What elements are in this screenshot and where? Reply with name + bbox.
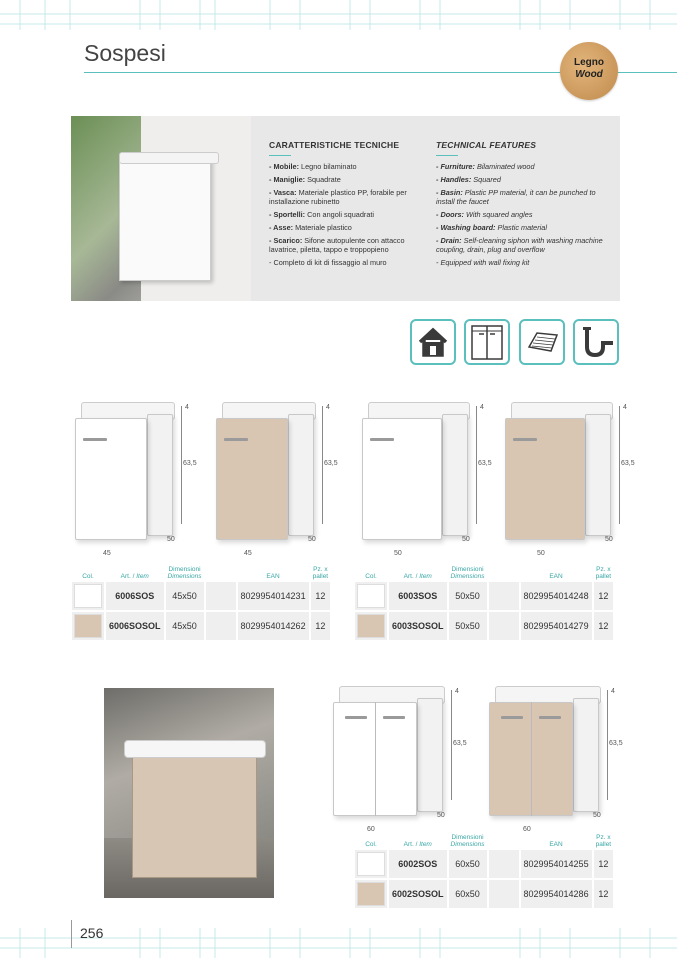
table-row <box>72 612 330 640</box>
page-number-divider <box>71 920 72 948</box>
th-art-label: Art. / <box>120 573 135 580</box>
cabinet-drawing-p1 <box>75 400 197 557</box>
cabinet-front <box>505 418 585 540</box>
th-blank <box>206 560 236 580</box>
th-art-label: Art. / <box>403 841 418 848</box>
dim-height: 63,5 <box>609 740 623 747</box>
th-item-label: Item <box>136 573 149 580</box>
blank-cell <box>489 612 519 640</box>
th-dim-en-label: Dimensions <box>450 573 485 580</box>
feature-text: Sifone autopulente con attacco lavatrice, piletta, tappo e troppopieno <box>269 235 405 255</box>
dim-width: 50 <box>394 550 402 557</box>
art-cell: 6003SOS <box>389 582 447 610</box>
heading-underline <box>436 155 458 156</box>
dim-height: 63,5 <box>453 740 467 747</box>
cabinet-drawing-p3 <box>362 400 492 557</box>
th-pallet-label: pallet <box>312 573 329 580</box>
color-cell <box>355 850 387 878</box>
photo-cabinet <box>132 750 257 878</box>
dim-cell: 60x50 <box>449 850 487 878</box>
wood-swatch <box>357 882 385 906</box>
cabinet-side <box>585 414 611 536</box>
th-pz-label: Pz. x <box>596 834 611 841</box>
double-door-icon <box>464 319 510 365</box>
feature-item <box>436 223 611 233</box>
feature-label: - Sportelli: <box>269 210 306 220</box>
white-swatch <box>357 584 385 608</box>
header-decoration <box>0 0 677 30</box>
feature-text: With squared angles <box>463 210 533 220</box>
features-panel <box>71 116 620 301</box>
blank-cell <box>489 880 519 908</box>
blank-cell <box>489 582 519 610</box>
cabinet-front <box>75 418 147 540</box>
pz-cell: 12 <box>594 850 614 878</box>
features-en <box>436 140 611 271</box>
table-row <box>355 850 613 878</box>
art-cell: 6002SOS <box>389 850 447 878</box>
feature-item <box>436 210 611 220</box>
height-dim-line <box>181 406 182 524</box>
feature-item <box>269 188 429 207</box>
dim-top: 4 <box>326 404 330 411</box>
art-cell: 6006SOSOL <box>106 612 164 640</box>
art-cell: 6003SOSOL <box>389 612 447 640</box>
th-dim-label: Dimensioni <box>451 834 484 841</box>
th-dim-label: Dimensioni <box>451 566 484 573</box>
pz-cell: 12 <box>594 880 614 908</box>
color-cell <box>355 582 387 610</box>
dim-width: 50 <box>537 550 545 557</box>
dim-top: 4 <box>455 688 459 695</box>
feature-text: - Equipped with wall fixing kit <box>436 257 530 267</box>
table-row <box>355 612 613 640</box>
dim-top: 4 <box>185 404 189 411</box>
ean-cell: 8029954014248 <box>521 582 592 610</box>
dim-width: 45 <box>244 550 252 557</box>
blank-cell <box>206 582 236 610</box>
height-dim-line <box>322 406 323 524</box>
door-handle <box>224 438 248 441</box>
badge-line1: Legno <box>574 57 604 68</box>
th-dim-label: Dimensioni <box>168 566 201 573</box>
feature-item <box>436 162 611 172</box>
th-blank <box>489 560 519 580</box>
feature-item <box>269 258 429 268</box>
feature-label: - Basin: <box>436 187 463 197</box>
photo-basin <box>124 740 266 758</box>
th-dim <box>449 828 487 848</box>
art-cell: 6002SOSOL <box>389 880 447 908</box>
siphon-icon <box>573 319 619 365</box>
art-cell: 6006SOS <box>106 582 164 610</box>
wood-swatch <box>74 614 102 638</box>
th-pz <box>594 828 614 848</box>
th-col: Col. <box>365 841 377 848</box>
dim-cell: 45x50 <box>166 582 204 610</box>
dim-cell: 45x50 <box>166 612 204 640</box>
ean-cell: 8029954014231 <box>238 582 309 610</box>
th-col: Col. <box>82 573 94 580</box>
dim-cell: 50x50 <box>449 612 487 640</box>
door-handle <box>83 438 107 441</box>
dim-height: 63,5 <box>183 460 197 467</box>
ean-cell: 8029954014279 <box>521 612 592 640</box>
cabinet-drawing-p4 <box>505 400 635 557</box>
th-art-label: Art. / <box>403 573 418 580</box>
dim-top: 4 <box>623 404 627 411</box>
th-ean: EAN <box>266 573 280 580</box>
cabinet-drawing-p6 <box>489 684 623 833</box>
feature-text: Squared <box>471 175 501 184</box>
dim-cell: 60x50 <box>449 880 487 908</box>
dim-height: 63,5 <box>478 460 492 467</box>
door-handle <box>513 438 537 441</box>
table-row <box>355 582 613 610</box>
th-dim <box>449 560 487 580</box>
th-pz-label: Pz. x <box>596 566 611 573</box>
feature-text: Legno bilaminato <box>299 162 357 172</box>
th-pz-label: Pz. x <box>313 566 328 573</box>
feature-label: - Washing board: <box>436 222 496 232</box>
features-it <box>269 140 429 271</box>
door-divider <box>375 702 376 816</box>
product-photo-6002 <box>104 688 274 898</box>
pz-cell: 12 <box>311 582 331 610</box>
spec-table-6002 <box>353 826 615 910</box>
feature-text: Bilaminated wood <box>474 162 535 172</box>
feature-label: - Furniture: <box>436 162 475 172</box>
feature-item <box>436 236 611 255</box>
th-item-label: Item <box>419 573 432 580</box>
feature-item <box>436 188 611 207</box>
feature-item <box>436 258 611 268</box>
th-pz <box>311 560 331 580</box>
door-divider <box>531 702 532 816</box>
feature-label: - Drain: <box>436 235 462 245</box>
dim-top: 4 <box>611 688 615 695</box>
door-handle <box>370 438 394 441</box>
dim-depth: 50 <box>605 536 613 543</box>
th-art <box>106 560 164 580</box>
dim-height: 63,5 <box>621 460 635 467</box>
feature-item <box>269 162 429 172</box>
page-number: 256 <box>80 925 104 941</box>
feature-item <box>436 175 611 185</box>
photo-basin <box>119 152 219 164</box>
feature-label: - Asse: <box>269 222 294 232</box>
cabinet-front <box>362 418 442 540</box>
dim-width: 60 <box>523 826 531 833</box>
feature-text: Plastic PP material, it can be punched to install the faucet <box>436 187 596 207</box>
table-row <box>72 582 330 610</box>
cabinet-drawing-p5 <box>333 684 467 833</box>
th-ean: EAN <box>549 841 563 848</box>
feature-text: - Completo di kit di fissaggio al muro <box>269 257 387 267</box>
ean-cell: 8029954014262 <box>238 612 309 640</box>
th-dim-en-label: Dimensions <box>167 573 202 580</box>
height-dim-line <box>451 690 452 800</box>
pz-cell: 12 <box>594 582 614 610</box>
th-dim-en-label: Dimensions <box>450 841 485 848</box>
feature-label: - Mobile: <box>269 162 299 172</box>
feature-text: Materiale plastico PP, forabile per installazione rubinetto <box>269 187 407 207</box>
legno-wood-badge <box>560 42 618 100</box>
page-title: Sospesi <box>84 40 166 66</box>
badge-line2: Wood <box>575 69 603 80</box>
color-cell <box>355 612 387 640</box>
door-handle <box>345 716 367 719</box>
blank-cell <box>206 612 236 640</box>
feature-item <box>269 175 429 185</box>
dim-depth: 50 <box>167 536 175 543</box>
feature-item <box>269 210 429 220</box>
cabinet-side <box>417 698 443 812</box>
dim-top: 4 <box>480 404 484 411</box>
th-art <box>389 828 447 848</box>
cabinet-front <box>216 418 288 540</box>
feature-text: Con angoli squadrati <box>305 210 375 220</box>
dim-depth: 50 <box>593 812 601 819</box>
feature-label: - Scarico: <box>269 235 303 245</box>
dim-width: 60 <box>367 826 375 833</box>
door-handle <box>501 716 523 719</box>
th-blank <box>489 828 519 848</box>
feature-text: Self-cleaning siphon with washing machine coupling, drain, plug and overflow <box>436 235 603 255</box>
cabinet-side <box>573 698 599 812</box>
th-pz <box>594 560 614 580</box>
feature-item <box>269 236 429 255</box>
color-cell <box>72 612 104 640</box>
table-row <box>355 880 613 908</box>
dim-depth: 50 <box>462 536 470 543</box>
cabinet-drawing-p2 <box>216 400 338 557</box>
th-pallet-label: pallet <box>595 841 612 848</box>
feature-label: - Maniglie: <box>269 175 306 184</box>
door-handle <box>383 716 405 719</box>
pz-cell: 12 <box>594 612 614 640</box>
dim-cell: 50x50 <box>449 582 487 610</box>
th-pallet-label: pallet <box>595 573 612 580</box>
feature-text: Plastic material <box>495 222 547 232</box>
dim-depth: 50 <box>308 536 316 543</box>
wood-swatch <box>357 614 385 638</box>
th-ean: EAN <box>549 573 563 580</box>
height-dim-line <box>607 690 608 800</box>
cabinet-side <box>147 414 173 536</box>
house-icon <box>410 319 456 365</box>
ean-cell: 8029954014286 <box>521 880 592 908</box>
feature-label: - Vasca: <box>269 187 297 197</box>
spec-table-6006 <box>70 558 332 642</box>
product-photo <box>71 116 251 301</box>
feature-label: - Doors: <box>436 210 464 220</box>
features-en-heading: TECHNICAL FEATURES <box>436 140 537 150</box>
white-swatch <box>74 584 102 608</box>
feature-text: Squadrate <box>305 175 341 184</box>
height-dim-line <box>619 406 620 524</box>
spec-table-6003 <box>353 558 615 642</box>
th-col: Col. <box>365 573 377 580</box>
color-cell <box>355 880 387 908</box>
door-handle <box>539 716 561 719</box>
ean-cell: 8029954014255 <box>521 850 592 878</box>
feature-text: Materiale plastico <box>293 222 352 232</box>
dim-height: 63,5 <box>324 460 338 467</box>
white-swatch <box>357 852 385 876</box>
height-dim-line <box>476 406 477 524</box>
washboard-icon <box>519 319 565 365</box>
feature-label: - Handles: <box>436 175 472 184</box>
cabinet-side <box>288 414 314 536</box>
dim-depth: 50 <box>437 812 445 819</box>
photo-cabinet <box>119 156 211 281</box>
pz-cell: 12 <box>311 612 331 640</box>
features-it-heading: CARATTERISTICHE TECNICHE <box>269 140 400 150</box>
blank-cell <box>489 850 519 878</box>
th-dim <box>166 560 204 580</box>
heading-underline <box>269 155 291 156</box>
cabinet-side <box>442 414 468 536</box>
color-cell <box>72 582 104 610</box>
feature-item <box>269 223 429 233</box>
th-item-label: Item <box>419 841 432 848</box>
th-art <box>389 560 447 580</box>
dim-width: 45 <box>103 550 111 557</box>
